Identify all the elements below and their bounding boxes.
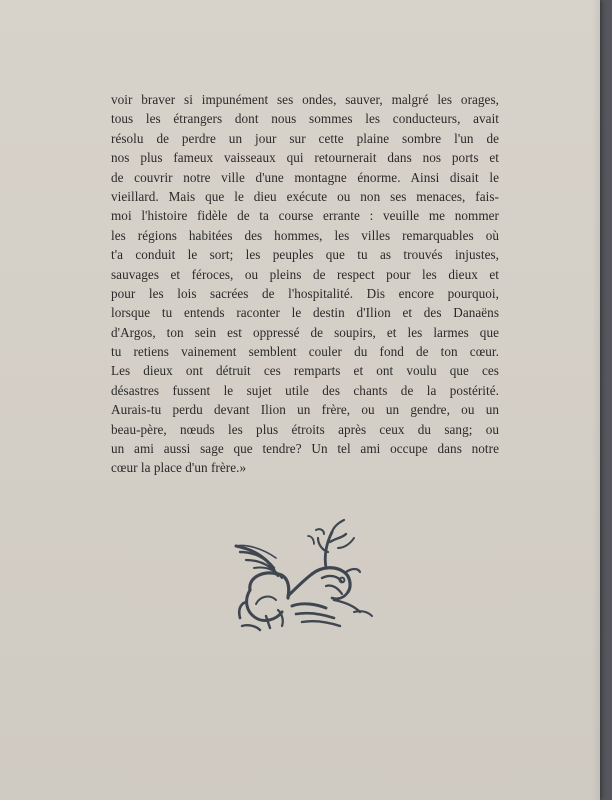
- text-line: sauvages et féroces, ou pleins de respect pour les dieux et: [111, 266, 499, 282]
- text-line: vieillard. Mais que le dieu exécute ou non ses menaces, fais-: [111, 188, 499, 204]
- text-line: désastres fussent le sujet utile des chants de la postérité.: [111, 382, 499, 398]
- text-line: tous les étrangers dont nous sommes les conducteurs, avait: [111, 111, 499, 127]
- text-line: résolu de perdre un jour sur cette plaine sombre l'un de: [111, 130, 499, 146]
- text-line: les régions habitées des hommes, les villes remarquables où: [111, 227, 499, 243]
- text-line: tu retiens vainement semblent couler du fond de ton cœur.: [111, 344, 499, 360]
- text-line: d'Argos, ton sein est oppressé de soupirs, et les larmes que: [111, 324, 499, 340]
- poem-text-block: [111, 90, 499, 478]
- page-edge-shadow: [592, 0, 600, 800]
- text-line: Les dieux ont détruit ces remparts et ont voulu que ces: [111, 363, 499, 379]
- text-line: moi l'histoire fidèle de ta course errante : veuille me nommer: [111, 208, 499, 224]
- text-line: beau-père, nœuds les plus étroits après ceux du sang; ou: [111, 421, 499, 437]
- text-line-last: cœur la place d'un frère.»: [111, 460, 247, 476]
- winged-stag-sketch-icon: [226, 508, 396, 636]
- text-line: voir braver si impunément ses ondes, sauver, malgré les orages,: [111, 92, 499, 107]
- text-line: de couvrir notre ville d'une montagne énorme. Ainsi disait le: [111, 169, 499, 185]
- text-line: un ami aussi sage que tendre? Un tel ami occupe dans notre: [111, 441, 499, 457]
- text-line: lorsque tu entends raconter le destin d'Ilion et des Danaëns: [111, 305, 499, 321]
- text-line: Aurais-tu perdu devant Ilion un frère, ou un gendre, ou un: [111, 402, 499, 418]
- text-line: nos plus fameux vaisseaux qui retournerait dans nos ports et: [111, 150, 499, 166]
- text-line: t'a conduit le sort; les peuples que tu as trouvés injustes,: [111, 247, 499, 263]
- text-line: pour les lois sacrées de l'hospitalité. Dis encore pourquoi,: [111, 285, 499, 301]
